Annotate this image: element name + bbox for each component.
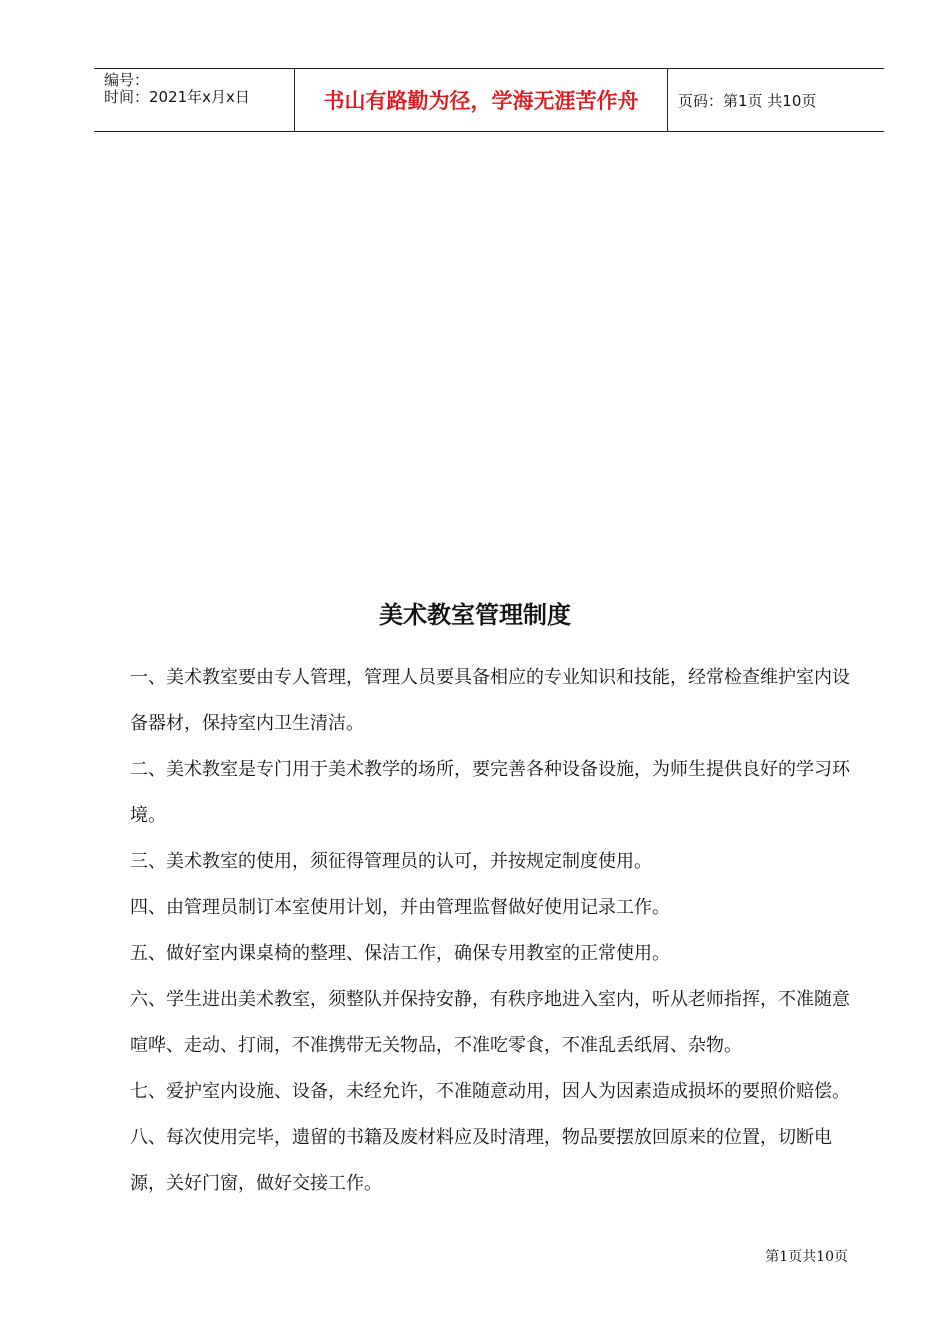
paragraph-1: 一、美术教室要由专人管理，管理人员要具备相应的专业知识和技能，经常检查维护室内设备器材，保持室内卫生清洁。 <box>130 667 850 734</box>
header-page-number: 页码：第1页 共10页 <box>678 91 817 110</box>
paragraph-5: 五、做好室内课桌椅的整理、保洁工作，确保专用教室的正常使用。 <box>130 943 670 964</box>
paragraph-6: 六、学生进出美术教室，须整队并保持安静，有秩序地进入室内，听从老师指挥，不准随意喧哗、走动、打闹，不准携带无关物品，不准吃零食，不准乱丢纸屑、杂物。 <box>130 989 850 1056</box>
document-number-label: 编号： <box>104 71 150 89</box>
header-motto: 书山有路勤为径，学海无涯苦作舟 <box>323 89 639 113</box>
header-meta <box>94 69 294 131</box>
page-footer: 第1页共10页 <box>765 1249 848 1265</box>
document-title: 美术教室管理制度 <box>379 601 571 629</box>
paragraph-3: 三、美术教室的使用，须征得管理员的认可，并按规定制度使用。 <box>130 851 652 872</box>
paragraph-8: 八、每次使用完毕，遗留的书籍及废材料应及时清理，物品要摆放回原来的位置，切断电源，关好门窗，做好交接工作。 <box>130 1127 832 1194</box>
paragraph-7: 七、爱护室内设施、设备，未经允许，不准随意动用，因人为因素造成损坏的要照价赔偿。 <box>130 1081 850 1102</box>
paragraph-4: 四、由管理员制订本室使用计划，并由管理监督做好使用记录工作。 <box>130 897 670 918</box>
header-divider-right <box>667 69 668 131</box>
page-header <box>94 68 884 132</box>
paragraph-2: 二、美术教室是专门用于美术教学的场所，要完善各种设备设施，为师生提供良好的学习环境。 <box>130 759 850 826</box>
document-time-label: 时间：2021年x月x日 <box>104 88 250 106</box>
